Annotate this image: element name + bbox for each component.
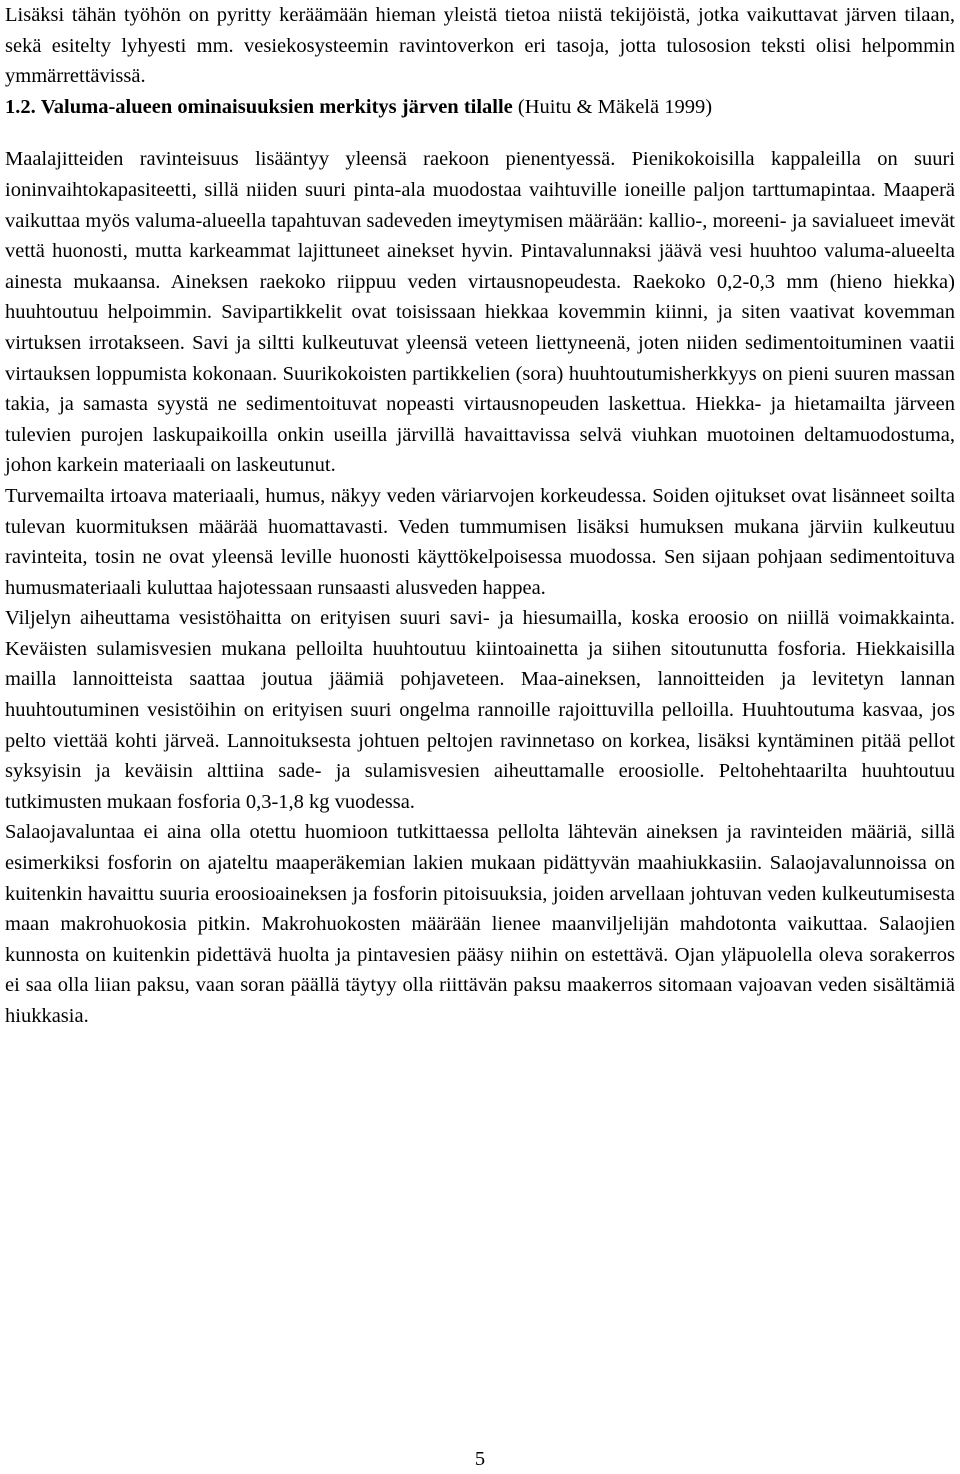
section-heading xyxy=(5,92,955,123)
section-number: 1.2. xyxy=(5,95,36,118)
paragraph-soil-types: Maalajitteiden ravinteisuus lisääntyy yleensä raekoon pienentyessä. Pienikokoisilla kappaleilla on suuri ioninvaihtokapasiteetti, sillä niiden suuri pinta-ala muodostaa vaihtuville ioneille paljon tarttumapintaa. Maaperä vaikuttaa myös valuma-alueella tapahtuvan sadeveden imeytymisen määrään: kallio-, moreeni- ja savialueet imevät vettä huonosti, mutta karkeammat lajittuneet ainekset hyvin. Pintavalunnaksi jäävä vesi huuhtoo valuma-alueelta ainesta mukaansa. Aineksen raekoko riippuu veden virtausnopeudesta. Raekoko 0,2-0,3 mm (hieno hiekka) huuhtoutuu helpoimmin. Savipartikkelit ovat toisissaan hiekkaa kovemmin kiinni, ja siten vaativat kovemman virtuksen irrotakseen. Savi ja siltti kulkeutuvat yleensä veteen liettyneenä, joten niiden sedimentoituminen vaatii virtauksen loppumista kokonaan. Suurikokoisten partikkelien (sora) huuhtoutumisherkkyys on pieni suuren massan takia, ja samasta syystä ne sedimentoituvat nopeasti virtausnopeuden laskettua. Hiekka- ja hietamailta järveen tulevien purojen laskupaikoilla onkin useilla järvillä havaittavissa selvä viuhkan muotoinen deltamuodostuma, johon karkein materiaali on laskeutunut. xyxy=(5,148,955,477)
paragraph-peat: Turvemailta irtoava materiaali, humus, näkyy veden väriarvojen korkeudessa. Soiden ojitukset ovat lisänneet soilta tulevan kuormituksen määrää huomattavasti. Veden tummumisen lisäksi humuksen mukana järviin kulkeutuu ravinteita, tosin ne ovat yleensä leville huonosti käyttökelpoisessa muodossa. Sen sijaan pohjaan sedimentoituva humusmateriaali kuluttaa hajotessaan runsaasti alusveden happea. xyxy=(5,484,955,599)
document-page xyxy=(5,0,955,1032)
intro-paragraph: Lisäksi tähän työhön on pyritty keräämään hieman yleistä tietoa niistä tekijöistä, jotka vaikuttavat järven tilaan, sekä esitelty lyhyesti mm. vesiekosysteemin ravintoverkon eri tasoja, jotta tulososion teksti olisi helpommin ymmärrettävissä. xyxy=(5,4,955,88)
page-number: 5 xyxy=(474,1448,486,1470)
paragraph-drainage: Salaojavaluntaa ei aina olla otettu huomioon tutkittaessa pellolta lähtevän aineksen ja ravinteiden määriä, sillä esimerkiksi fosforin on ajateltu maaperäkemian lakien mukaan pidättyvän maahiukkasiin. Salaojavalunnoissa on kuitenkin havaittu suuria eroosioaineksen ja fosforin pitoisuuksia, joiden arvellaan johtuvan veden kulkeutumisesta maan makrohuokosia pitkin. Makrohuokosten määrään lienee maanviljelijän mahdotonta vaikuttaa. Salaojien kunnosta on kuitenkin pidettävä huolta ja pintavesien pääsy niihin on estettävä. Ojan yläpuolella oleva sorakerros ei saa olla liian paksu, vaan soran päällä täytyy olla riittävän paksu maakerros sitomaan vajoavan veden sisältämiä hiukkasia. xyxy=(5,821,955,1027)
paragraph-agriculture: Viljelyn aiheuttama vesistöhaitta on erityisen suuri savi- ja hiesumailla, koska eroosio on niillä voimakkainta. Keväisten sulamisvesien mukana pelloilta huuhtoutuu kiintoainetta ja siihen sitoutunutta fosforia. Hiekkaisilla mailla lannoitteista saattaa joutua jäämiä pohjaveteen. Maa-aineksen, lannoitteiden ja levitetyn lannan huuhtoutuminen vesistöihin on erityisen suuri ongelma rannoille rajoittuvilla pelloilla. Huuhtoutuma kasvaa, jos pelto viettää kohti järveä. Lannoituksesta johtuen peltojen ravinnetaso on korkea, lisäksi kyntäminen pitää pellot syksyisin ja keväisin alttiina sade- ja sulamisvesien aiheuttamalle eroosiolle. Peltohehtaarilta huuhtoutuu tutkimusten mukaan fosforia 0,3-1,8 kg vuodessa. xyxy=(5,607,955,813)
section-citation: (Huitu & Mäkelä 1999) xyxy=(517,95,713,118)
section-title: Valuma-alueen ominaisuuksien merkitys järven tilalle xyxy=(40,95,513,118)
